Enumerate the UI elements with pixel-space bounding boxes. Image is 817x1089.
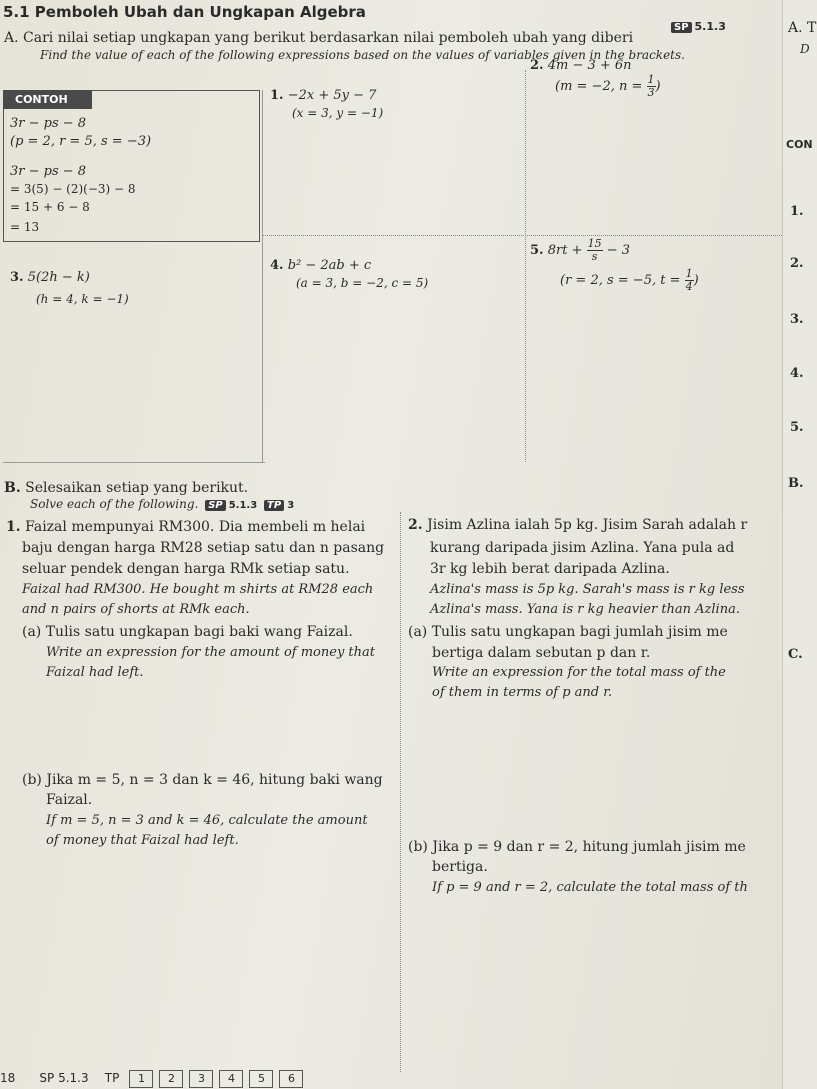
given-text: ) — [693, 273, 699, 288]
fraction-denominator: 3 — [647, 86, 655, 99]
part-b-ms: bertiga. — [432, 859, 488, 875]
example-step: = 15 + 6 − 8 — [10, 200, 90, 214]
question-number: 4. — [270, 258, 284, 273]
part-a-en: of them in terms of p and r. — [432, 685, 613, 700]
sp-code: 5.1.3 — [694, 20, 726, 33]
header-sp-tag — [668, 20, 726, 33]
question-expression: 4m − 3 + 6n — [547, 58, 632, 73]
question-text-ms: 3r kg lebih berat daripada Azlina. — [430, 561, 670, 577]
question-5-given — [560, 268, 699, 293]
grid-divider — [525, 70, 526, 462]
question-expression: 5(2h − k) — [27, 270, 90, 285]
part-a-en: Faizal had left. — [46, 665, 144, 680]
page-number: 18 — [0, 1071, 16, 1085]
section-a-letter: A. — [4, 30, 19, 46]
part-a-ms: bertiga dalam sebutan p dan r. — [432, 645, 651, 661]
tp-checkbox-2[interactable]: 2 — [159, 1070, 183, 1088]
question-number: 2. — [408, 517, 423, 533]
footer-sp: SP 5.1.3 — [39, 1071, 89, 1085]
question-expression: b² − 2ab + c — [287, 258, 372, 273]
part-b-en: of money that Faizal had left. — [46, 833, 239, 848]
question-text-ms: Jisim Azlina ialah 5p kg. Jisim Sarah adalah r — [427, 517, 748, 533]
footer — [0, 1070, 309, 1088]
page-title: 5.1 Pemboleh Ubah dan Ungkapan Algebra — [3, 3, 366, 21]
example-given: (p = 2, r = 5, s = −3) — [10, 134, 152, 149]
question-5 — [530, 238, 630, 263]
grid-divider — [3, 462, 265, 463]
question-text-ms: baju dengan harga RM28 setiap satu dan n pasang — [22, 540, 385, 556]
tp-checkbox-4[interactable]: 4 — [219, 1070, 243, 1088]
right-number: 5. — [790, 420, 804, 435]
fraction-numerator: 1 — [685, 267, 693, 280]
fraction-denominator: s — [591, 250, 598, 263]
instruction-en-text: Solve each of the following. — [30, 497, 199, 511]
section-b-instruction-ms: Selesaikan setiap yang berikut. — [25, 480, 249, 496]
question-text-en: and n pairs of shorts at RMk each. — [22, 602, 250, 617]
example-expression: 3r − ps − 8 — [10, 116, 87, 131]
right-number: 1. — [790, 204, 804, 219]
given-text: ) — [655, 79, 661, 94]
question-2-given — [555, 74, 661, 99]
right-number: 4. — [790, 366, 804, 381]
question-text-ms: seluar pendek dengan harga RMk setiap satu. — [22, 561, 350, 577]
part-b-ms: Faizal. — [46, 792, 93, 808]
question-2 — [530, 58, 632, 73]
tp-checkbox-1[interactable]: 1 — [129, 1070, 153, 1088]
question-text-ms: kurang daripada jisim Azlina. Yana pula ad — [430, 540, 735, 556]
right-section-b: B. — [788, 476, 804, 491]
footer-tp: TP — [104, 1071, 120, 1085]
question-number: 3. — [10, 270, 24, 285]
question-text-en: Azlina's mass is 5p kg. Sarah's mass is r kg less — [430, 582, 745, 597]
sp-badge: SP — [671, 22, 692, 33]
fraction — [685, 268, 694, 293]
section-b-instruction — [4, 480, 248, 496]
right-section-c: C. — [788, 647, 803, 662]
example-step: = 3(5) − (2)(−3) − 8 — [10, 182, 136, 196]
tp-checkbox-6[interactable]: 6 — [279, 1070, 303, 1088]
given-text: (m = −2, n = — [555, 79, 647, 94]
section-a-instruction — [4, 30, 633, 46]
fraction-numerator: 15 — [587, 237, 602, 250]
question-expression: 8rt + — [547, 243, 587, 258]
question-text-ms: Faizal mempunyai RM300. Dia membeli m helai — [25, 519, 366, 535]
example-step: 3r − ps − 8 — [10, 164, 87, 179]
section-a-instruction-en: Find the value of each of the following expressions based on the values of variables given in the brackets. — [40, 48, 685, 62]
adjacent-page — [782, 0, 817, 1089]
question-number: 1. — [6, 519, 21, 535]
section-b-instruction-en — [30, 497, 294, 511]
part-b-en: If m = 5, n = 3 and k = 46, calculate the amount — [46, 813, 368, 828]
fraction — [587, 238, 603, 263]
question-number: 2. — [530, 58, 544, 73]
part-a-en: Write an expression for the amount of money that — [46, 645, 375, 660]
fraction — [647, 74, 656, 99]
fraction-denominator: 4 — [685, 280, 693, 293]
question-4 — [270, 258, 371, 273]
question-number: 5. — [530, 243, 544, 258]
right-section-sub: D — [800, 42, 810, 56]
question-divider — [400, 512, 401, 1072]
section-a-instruction-ms: Cari nilai setiap ungkapan yang berikut berdasarkan nilai pemboleh ubah yang diberi — [23, 30, 634, 46]
part-b-ms: (b) Jika m = 5, n = 3 dan k = 46, hitung baki wang — [22, 772, 383, 788]
part-a-ms: (a) Tulis satu ungkapan bagi jumlah jisim me — [408, 624, 728, 640]
part-b-ms: (b) Jika p = 9 dan r = 2, hitung jumlah jisim me — [408, 839, 746, 855]
right-number: 3. — [790, 312, 804, 327]
section-b-letter: B. — [4, 480, 21, 496]
part-a-ms: (a) Tulis satu ungkapan bagi baki wang Faizal. — [22, 624, 353, 640]
question-4-given: (a = 3, b = −2, c = 5) — [296, 276, 429, 290]
question-1-given: (x = 3, y = −1) — [292, 106, 384, 120]
example-step: = 13 — [10, 220, 40, 234]
example-label: CONTOH — [3, 90, 92, 109]
question-expression: − 3 — [602, 243, 631, 258]
right-number: 2. — [790, 256, 804, 271]
b-question-2-line — [408, 517, 747, 533]
question-3 — [10, 270, 90, 285]
question-3-given: (h = 4, k = −1) — [36, 292, 129, 306]
grid-divider — [262, 90, 263, 462]
tp-checkbox-5[interactable]: 5 — [249, 1070, 273, 1088]
tp-level: 3 — [287, 500, 295, 511]
given-text: (r = 2, s = −5, t = — [560, 273, 685, 288]
sp-code: 5.1.3 — [228, 500, 258, 511]
grid-divider — [262, 235, 782, 236]
sp-badge: SP — [205, 500, 226, 511]
question-expression: −2x + 5y − 7 — [287, 88, 377, 103]
question-1 — [270, 88, 376, 103]
part-a-en: Write an expression for the total mass of the — [432, 665, 726, 680]
right-section-letter: A. T — [788, 20, 817, 36]
tp-checkbox-3[interactable]: 3 — [189, 1070, 213, 1088]
fraction-numerator: 1 — [647, 73, 655, 86]
tp-badge: TP — [264, 500, 284, 511]
question-text-en: Faizal had RM300. He bought m shirts at RM28 each — [22, 582, 374, 597]
part-b-en: If p = 9 and r = 2, calculate the total mass of th — [432, 880, 748, 895]
question-number: 1. — [270, 88, 284, 103]
question-text-en: Azlina's mass. Yana is r kg heavier than Azlina. — [430, 602, 740, 617]
right-con-label: CON — [786, 138, 813, 151]
b-question-1-line — [6, 519, 365, 535]
